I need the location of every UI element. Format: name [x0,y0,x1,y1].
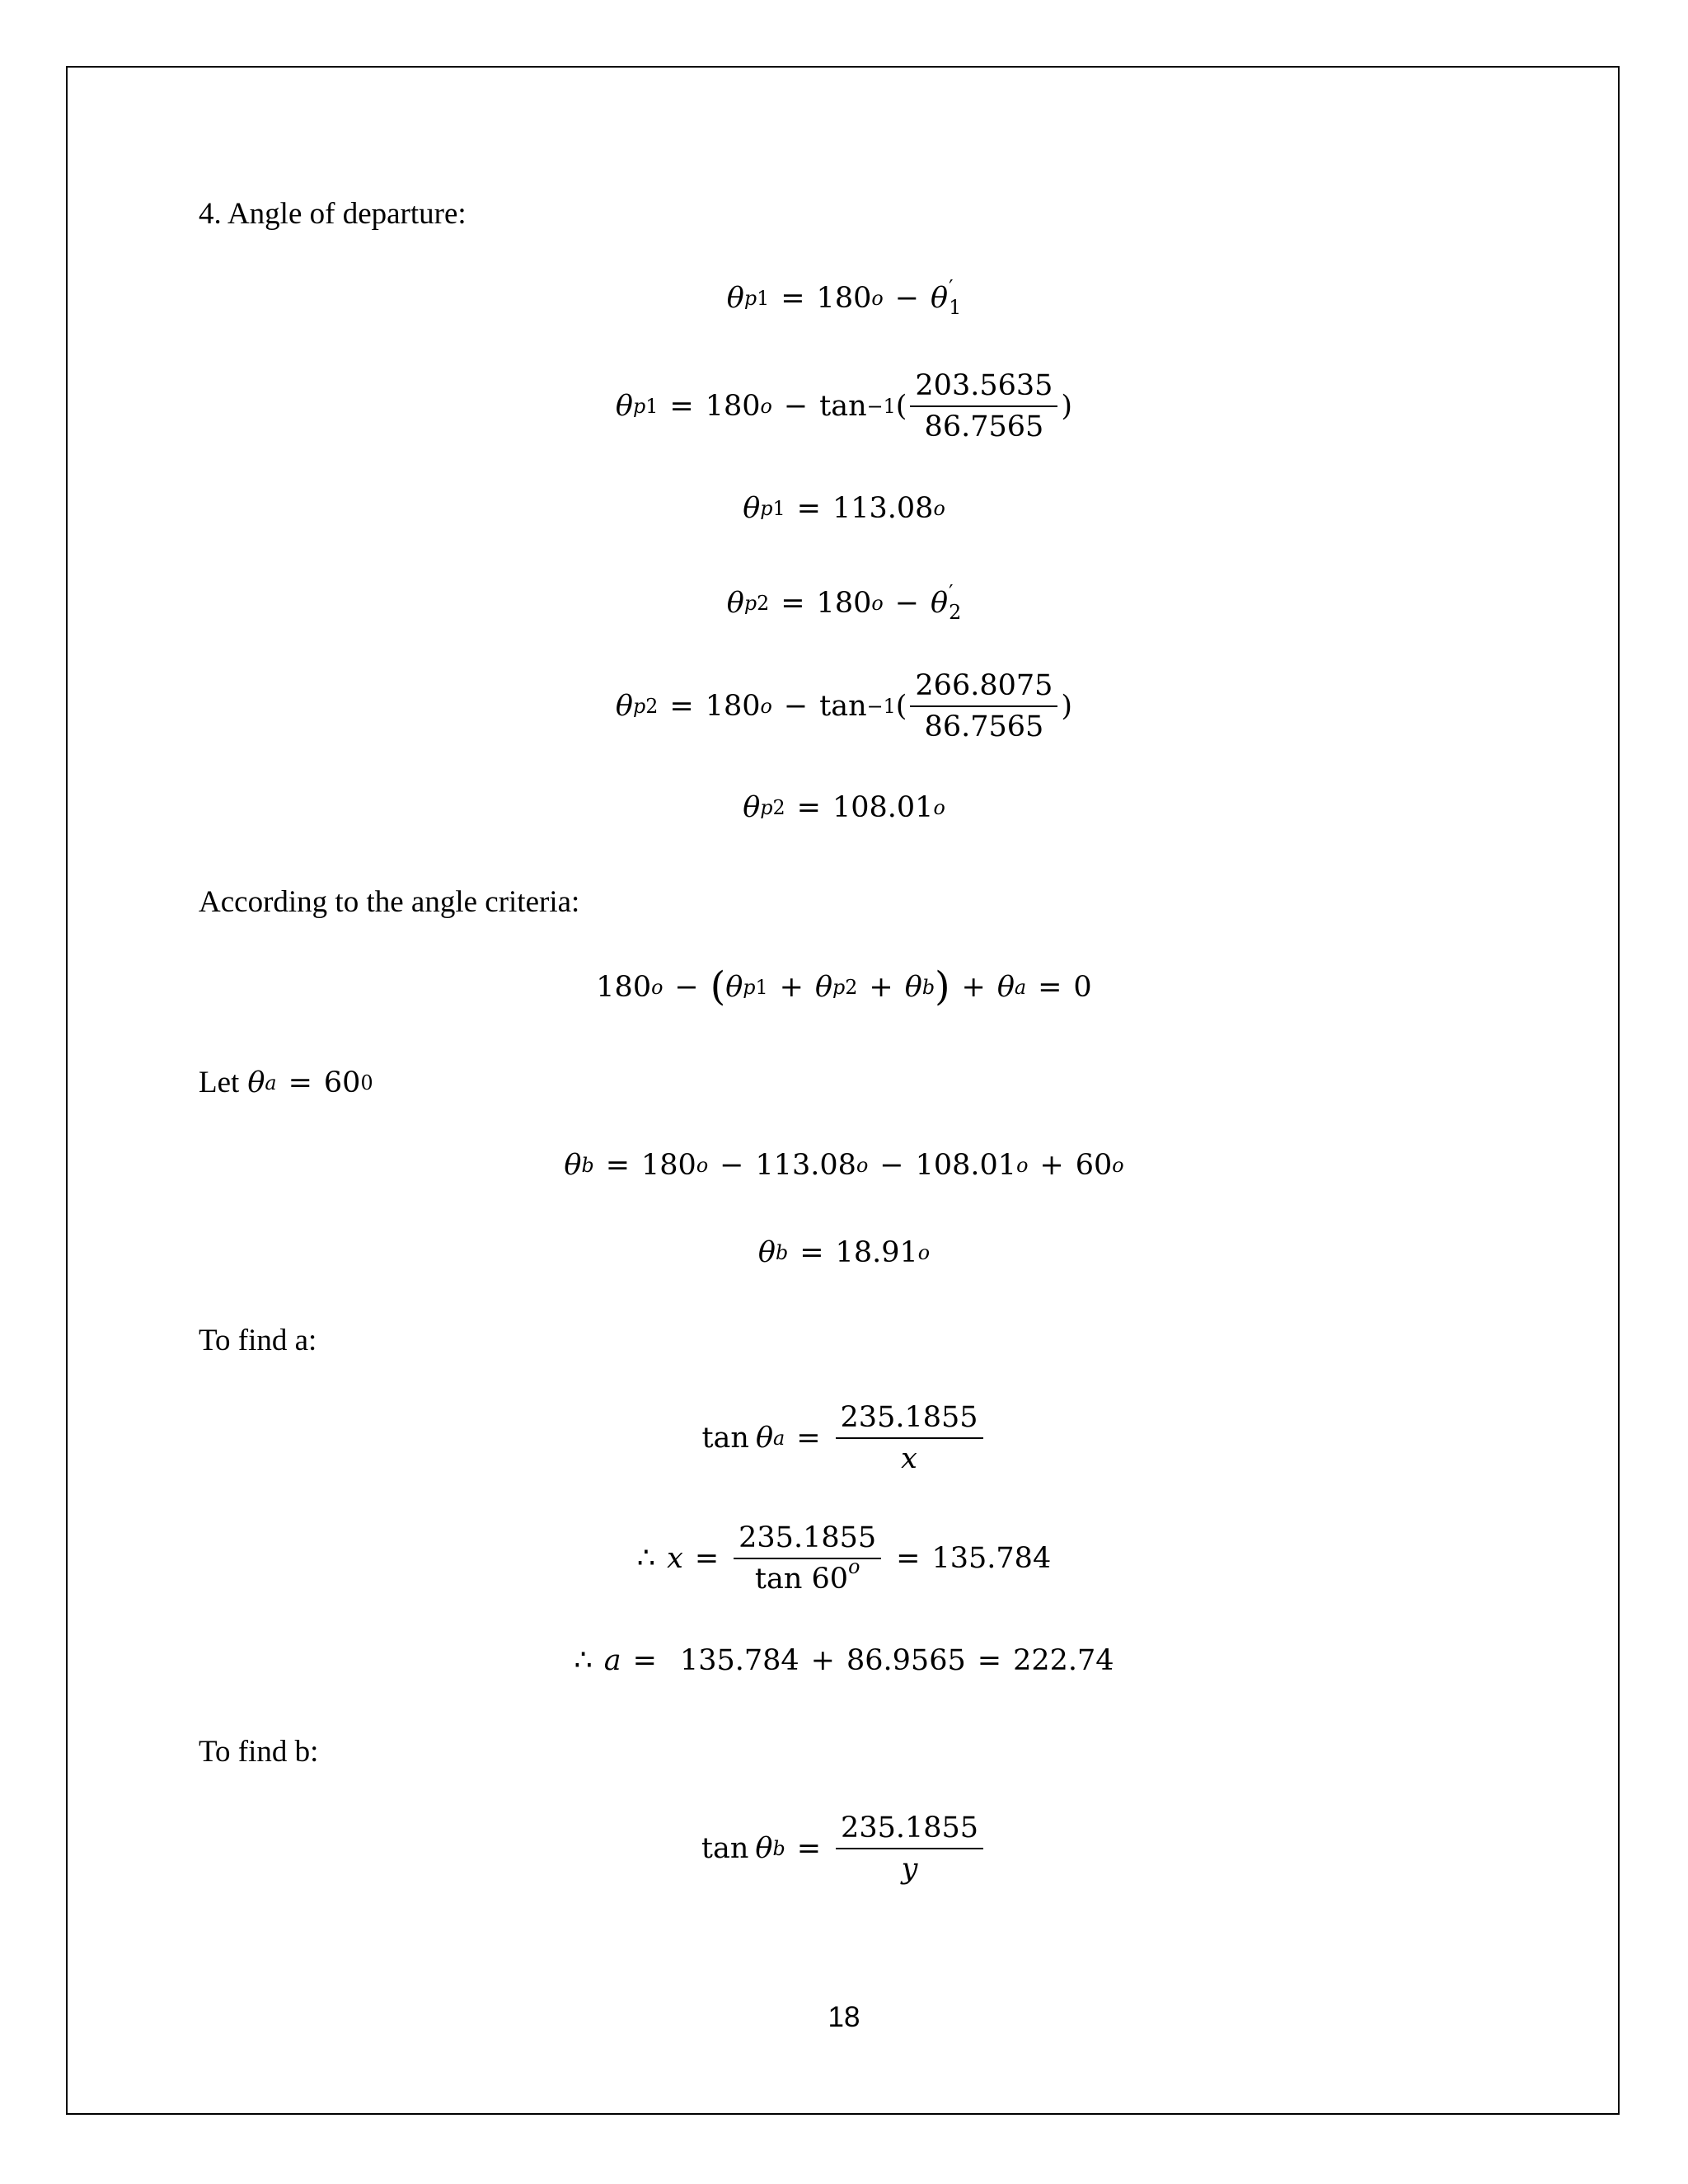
heading-find-a: To find a: [199,1324,317,1357]
heading-angle-criteria: According to the angle criteria: [199,885,580,919]
heading-angle-of-departure: 4. Angle of departure: [199,197,467,231]
equation-tan-theta-b: tan θ b = $\frac{235.1855}{y}$ [0,1811,1688,1886]
heading-find-b: To find b: [199,1735,319,1769]
equation-solve-x: ∴ x = $\frac{235.1855}{\tan 60^o}$ = 135.784 [636,1521,1052,1596]
equation-theta-p1-definition: θ p1 = 180 o − θ ′ 1 [726,276,962,319]
page-number: 18 [828,2001,860,2033]
equation-tan-theta-a: tan θ a = $\frac{235.1855}{x}$ [0,1401,1688,1475]
statement-let-theta-a: Let θ a = 60 0 [199,1066,373,1099]
equation-theta-p1-arctan: θ p1 = 180 o − tan −1 ( $\frac{203.5635}{86.7565}$ ) [615,369,1073,443]
equation-theta-b-expression: θ b = 180 o − 113.08 o − 108.01 o + 60 o [564,1149,1124,1182]
equation-angle-criteria: 180 o − ( θ p1 + θ p2 + θ b ) + θ a = 0 [596,964,1092,1010]
equation-theta-b-result: θ b = 18.91 o [757,1236,931,1269]
equation-theta-p2-arctan: θ p2 = 180 o − tan −1 ( $\frac{266.8075}{86.7565}$ ) [615,669,1073,743]
equation-solve-a: ∴ a = 135.784 + 86.9565 = 222.74 [574,1644,1114,1677]
equation-theta-p2-result: θ p2 = 108.01 o [743,791,945,824]
equation-theta-p2-definition: θ p2 = 180 o − θ ′ 2 [726,581,962,624]
equation-theta-p1-result: θ p1 = 113.08 o [743,492,945,525]
